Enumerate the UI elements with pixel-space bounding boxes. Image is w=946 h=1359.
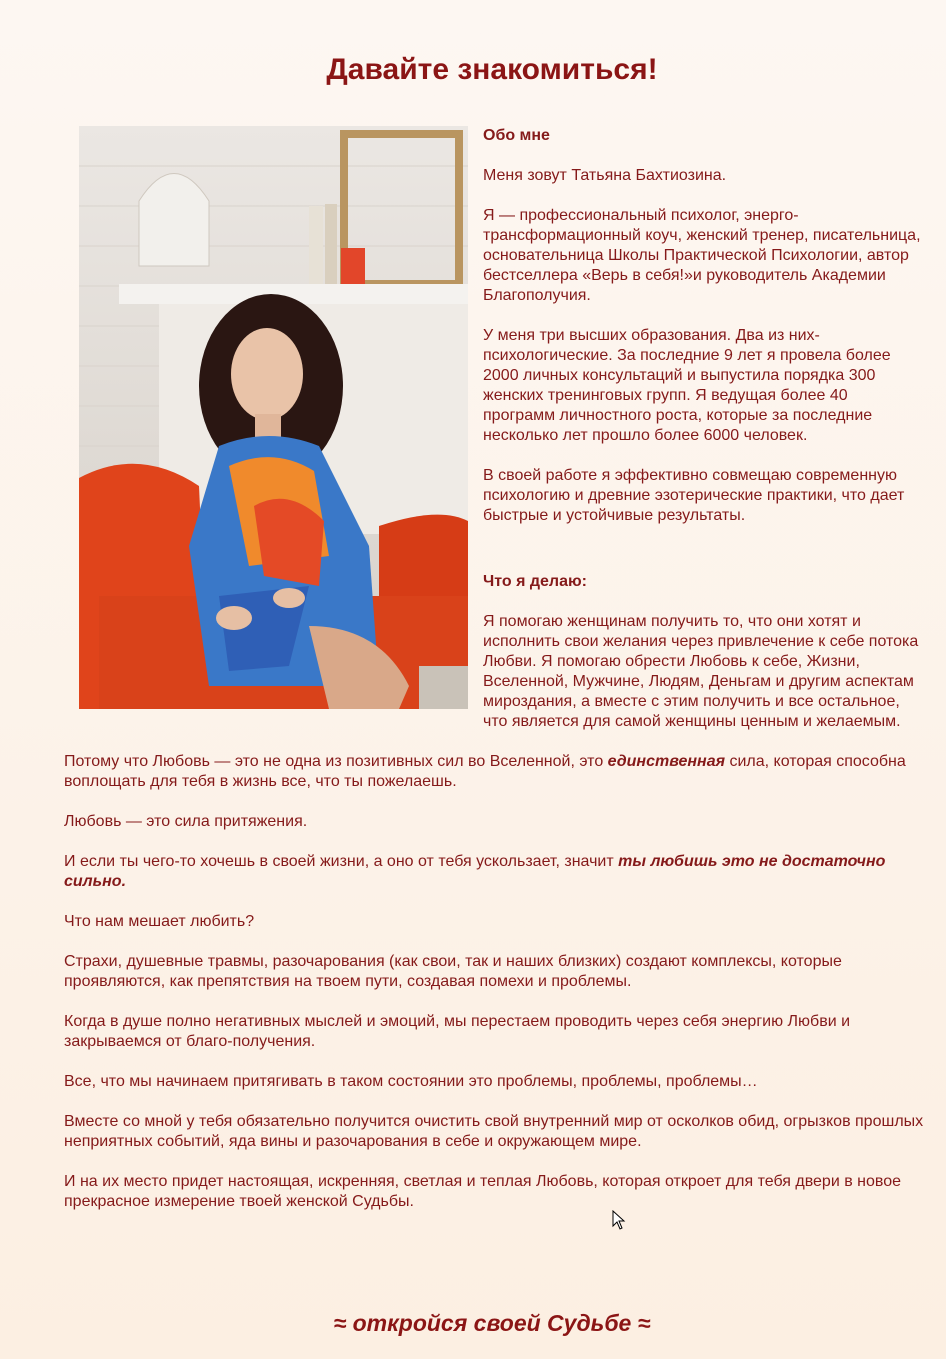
- page-title: Давайте знакомиться!: [326, 53, 658, 86]
- work-paragraph-6: Страхи, душевные травмы, разочарования (как свои, так и наших близких) создают комплексы, которые проявляются, как препятствия на твоем пути, создавая помехи и проблемы.: [64, 953, 842, 990]
- emphasis-love-enough: ты любишь это не достаточно сильно.: [64, 853, 886, 890]
- work-paragraph-10: И на их место придет настоящая, искренняя, светлая и теплая Любовь, которая откроет для тебя двери в новое прекрасное измерение твоей женской Судьбы.: [64, 1173, 901, 1210]
- work-paragraph-5: Что нам мешает любить?: [64, 913, 255, 930]
- work-paragraph-1: Я помогаю женщинам получить то, что они хотят и исполнить свои желания через привлечение к себе потока Любви. Я помогаю обрести Любовь к себе, Жизни, Вселенной, Мужчине, Людям, Деньгам и другим аспектам мироздания, а вместе с этим получить и все остальное, что является для самой женщины ценным и желаемым.: [483, 613, 919, 730]
- about-education: У меня три высших образования. Два из них- психологические. За последние 9 лет я провела более 2000 личных консультаций и выпустила порядка 300 женских тренинговых групп. Я ведущая более 40 программ личностного роста, которые за последние несколько лет прошло более 6000 человек.: [483, 327, 891, 444]
- about-roles: Я — профессиональный психолог, энерго-трансформационный коуч, женский тренер, писательница, основательница Школы Практической Психологии, автор бестселлера «Верь в себя!»и руководитель Академии Благополучия.: [483, 207, 921, 304]
- work-paragraph-7: Когда в душе полно негативных мыслей и эмоций, мы перестаем проводить через себя энергию Любви и закрываемся от благо-получения.: [64, 1013, 851, 1050]
- main-content: [64, 126, 924, 1232]
- footer-tagline: ≈ откройся своей Судьбе ≈: [333, 1310, 651, 1336]
- work-paragraph-8: Все, что мы начинаем притягивать в таком состоянии это проблемы, проблемы, проблемы…: [64, 1073, 758, 1090]
- emphasis-only: единственная: [607, 753, 726, 770]
- work-paragraph-9: Вместе со мной у тебя обязательно получится очистить свой внутренний мир от осколков обид, огрызков прошлых неприятных событий, яда вины и разочарования в себе и окружающем мире.: [64, 1113, 924, 1150]
- mouse-pointer-icon: [612, 1210, 626, 1235]
- work-heading: Что я делаю:: [483, 573, 587, 590]
- about-intro: Меня зовут Татьяна Бахтиозина.: [483, 167, 727, 184]
- about-method: В своей работе я эффективно совмещаю современную психологию и древние эзотерические практики, что дает быстрые и устойчивые результаты.: [483, 467, 905, 524]
- work-paragraph-4: И если ты чего-то хочешь в своей жизни, а оно от тебя ускользает, значит ты любишь это не достаточно сильно.: [64, 853, 886, 890]
- work-paragraph-3: Любовь — это сила притяжения.: [64, 813, 308, 830]
- work-paragraph-2: Потому что Любовь — это не одна из позитивных сил во Вселенной, это единственная сила, которая способна воплощать для тебя в жизнь все, что ты пожелаешь.: [64, 753, 906, 790]
- about-heading: Обо мне: [483, 127, 550, 144]
- author-photo: [79, 126, 468, 709]
